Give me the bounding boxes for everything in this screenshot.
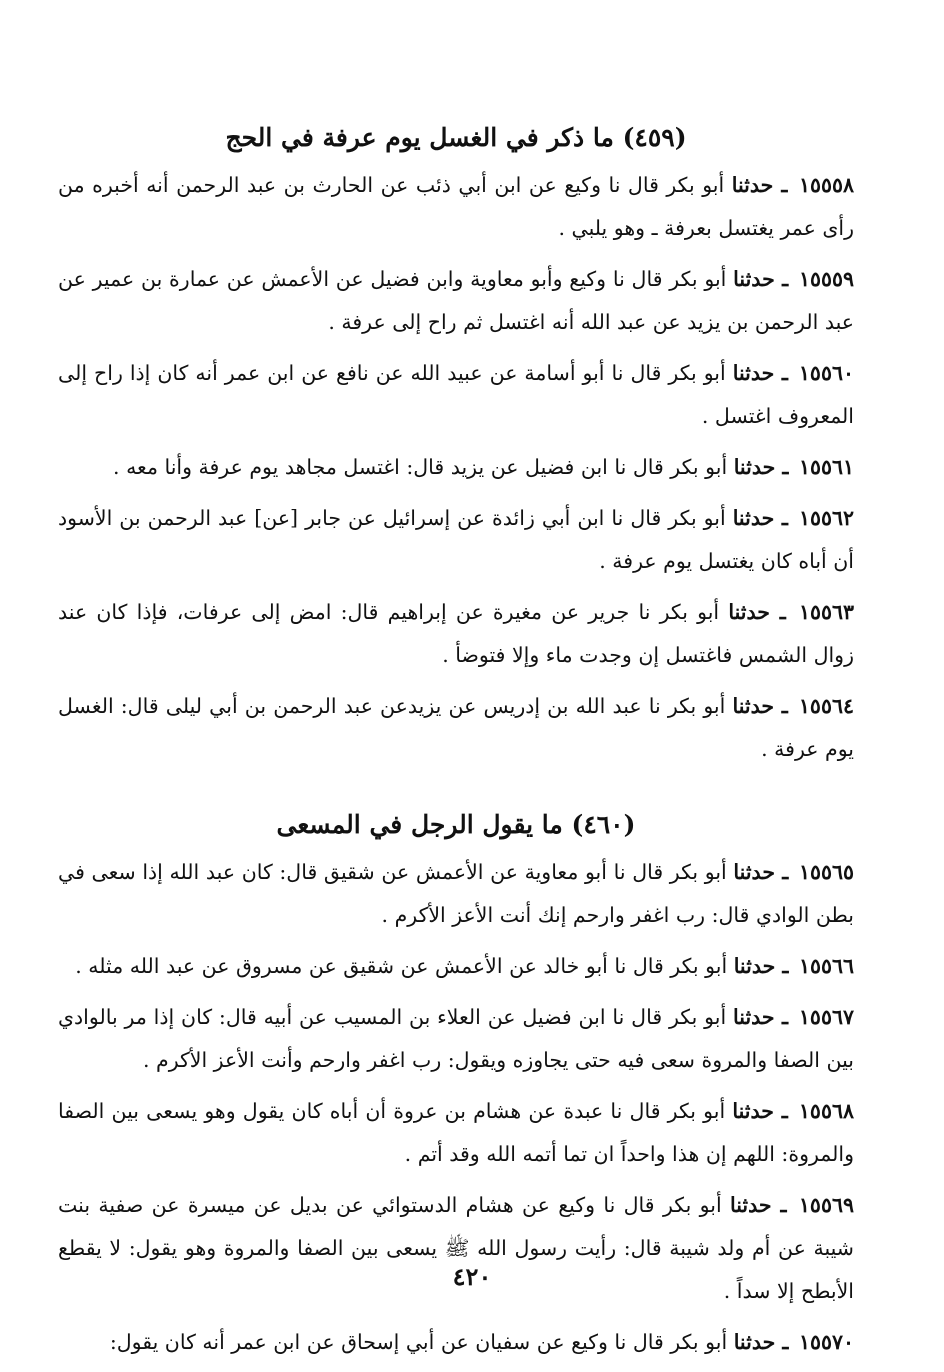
hadith-number: ١٥٥٦٩: [798, 1193, 854, 1217]
hadith-text: أبو بكر قال نا ابن فضيل عن يزيد قال: اغتسل مجاهد يوم عرفة وأنا معه .: [113, 455, 728, 479]
hadith-entry: [58, 1184, 854, 1313]
hadith-text: أبو بكر قال نا عبدة عن هشام بن عروة أن أباه كان يقول وهو يسعى بين الصفا والمروة: اللهم إن هذا واحداً ان تما أتمه الله وقد أتم .: [58, 1099, 854, 1166]
hadith-number: ١٥٥٦٢: [798, 506, 854, 530]
hadith-entry: [58, 446, 854, 489]
hadith-lead: ـ حدثنا: [732, 694, 788, 718]
hadith-entry: [58, 851, 854, 937]
page-body: [58, 108, 854, 1372]
hadith-number: ١٥٥٦٤: [798, 694, 854, 718]
hadith-lead: ـ حدثنا: [731, 173, 788, 197]
hadith-lead: ـ حدثنا: [733, 860, 789, 884]
hadith-entry: [58, 685, 854, 771]
hadith-number: ١٥٥٦٥: [798, 860, 854, 884]
hadith-lead: ـ حدثنا: [730, 1193, 787, 1217]
hadith-lead: ـ حدثنا: [732, 1099, 788, 1123]
hadith-entry: [58, 258, 854, 344]
hadith-text: أبو بكر قال نا وكيع عن سفيان عن أبي إسحاق عن ابن عمر أنه كان يقول:: [109, 1330, 728, 1354]
hadith-number: ١٥٥٦٣: [798, 600, 854, 624]
hadith-number: ١٥٥٦٧: [798, 1005, 854, 1029]
hadith-entry: [58, 945, 854, 988]
hadith-text: أبو بكر قال نا وكيع وأبو معاوية وابن فضيل عن الأعمش عن عمارة بن عمير عن عبد الرحمن بن يزيد عن عبد الله أنه اغتسل ثم راح إلى عرفة .: [58, 267, 854, 334]
hadith-lead: ـ حدثنا: [733, 954, 789, 978]
page-number: ٤٢٠: [452, 1262, 492, 1291]
hadith-number: ١٥٥٥٩: [798, 267, 854, 291]
section-title: (٤٥٩) ما ذكر في الغسل يوم عرفة في الحج: [225, 123, 687, 152]
hadith-number: ١٥٥٦٨: [798, 1099, 854, 1123]
hadith-text: أبو بكر قال نا ابن فضيل عن العلاء بن المسيب عن أبيه قال: كان إذا مر بالوادي بين الصفا والمروة سعى فيه حتى يجاوزه ويقول: رب اغفر وارحم وأنت الأعز الأكرم .: [58, 1005, 854, 1072]
hadith-lead: ـ حدثنا: [732, 506, 788, 530]
hadith-lead: ـ حدثنا: [732, 361, 788, 385]
hadith-text: أبو بكر قال نا وكيع عن ابن أبي ذئب عن الحارث بن عبد الرحمن أنه أخبره من رأى عمر يغتسل بعرفة ـ وهو يلبي .: [58, 173, 854, 240]
hadith-text: أبو بكر قال نا أبو أسامة عن عبيد الله عن نافع عن ابن عمر أنه كان إذا راح إلى المعروف اغتسل .: [58, 361, 854, 428]
hadith-text: أبو بكر قال نا أبو خالد عن الأعمش عن شقيق عن مسروق عن عبد الله مثله .: [75, 954, 728, 978]
hadith-number: ١٥٥٦٠: [798, 361, 854, 385]
hadith-entry: [58, 591, 854, 677]
hadith-lead: ـ حدثنا: [733, 1330, 789, 1354]
hadith-lead: ـ حدثنا: [733, 455, 789, 479]
section-title: (٤٦٠) ما يقول الرجل في المسعى: [276, 810, 636, 839]
hadith-number: ١٥٥٦٦: [798, 954, 854, 978]
hadith-entry: [58, 1090, 854, 1176]
hadith-text: أبو بكر قال نا أبو معاوية عن الأعمش عن شقيق قال: كان عبد الله إذا سعى في بطن الوادي قال: رب اغفر وارحم إنك أنت الأعز الأكرم .: [58, 860, 854, 927]
hadith-entry: [58, 352, 854, 438]
hadith-entry: [58, 996, 854, 1082]
hadith-number: ١٥٥٧٠: [798, 1330, 854, 1354]
hadith-entry: [58, 1321, 854, 1364]
hadith-number: ١٥٥٦١: [798, 455, 854, 479]
hadith-lead: ـ حدثنا: [733, 1005, 789, 1029]
hadith-text: أبو بكر قال نا وكيع عن هشام الدستوائي عن بديل عن ميسرة عن صفية بنت شيبة عن أم ولد شيبة قال: رأيت رسول الله ﷺ يسعى بين الصفا والمروة وهو يقول: لا يقطع الأبطح إلا سداً .: [58, 1193, 854, 1303]
hadith-number: ١٥٥٥٨: [798, 173, 854, 197]
hadith-entry: [58, 164, 854, 250]
hadith-lead: ـ حدثنا: [728, 600, 786, 624]
hadith-text: أبو بكر نا عبد الله بن إدريس عن يزيدعن عبد الرحمن بن أبي ليلى قال: الغسل يوم عرفة .: [58, 694, 854, 761]
hadith-entry: [58, 497, 854, 583]
hadith-text: أبو بكر نا جرير عن مغيرة عن إبراهيم قال: امض إلى عرفات، فإذا كان عند زوال الشمس فاغتسل إن وجدت ماء وإلا فتوضأ .: [58, 600, 854, 667]
hadith-lead: ـ حدثنا: [733, 267, 789, 291]
hadith-text: أبو بكر قال نا ابن أبي زائدة عن إسرائيل عن جابر [عن] عبد الرحمن بن الأسود أن أباه كان يغتسل يوم عرفة .: [58, 506, 854, 573]
